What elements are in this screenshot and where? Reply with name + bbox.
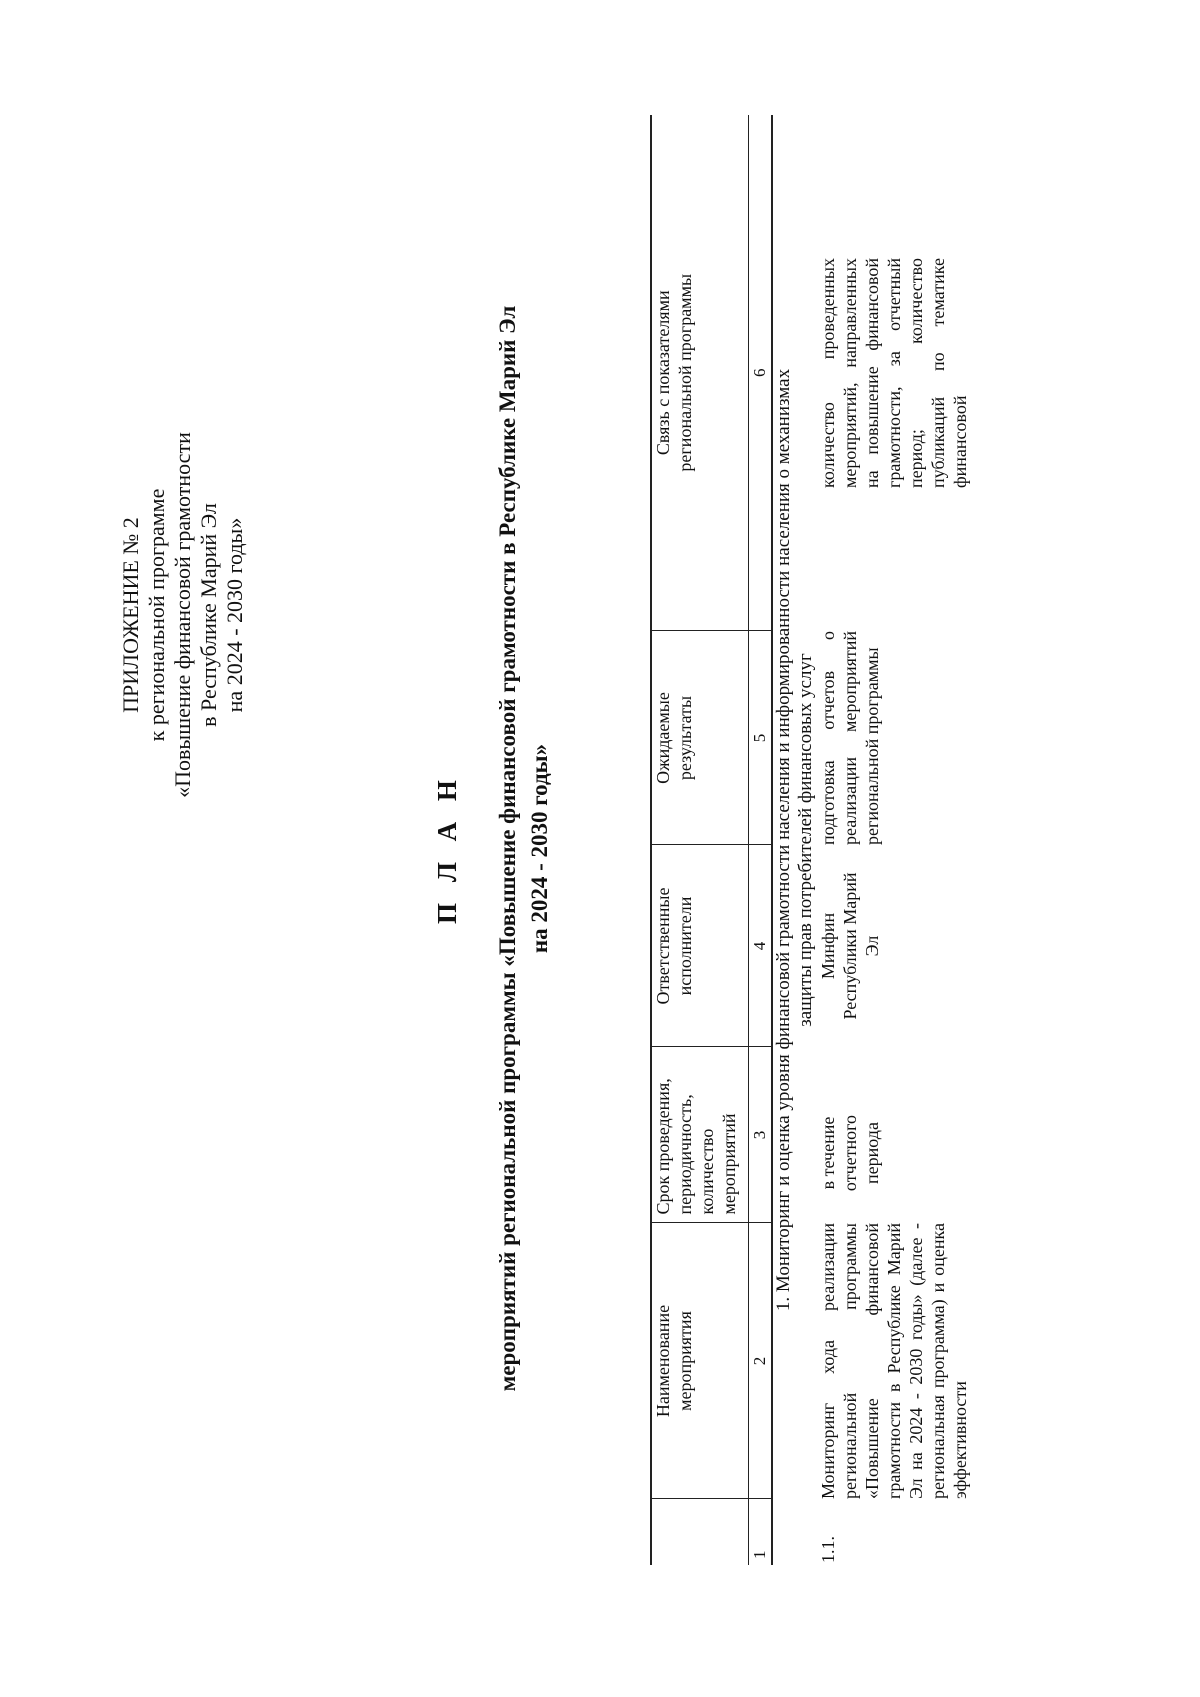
section-heading-line: 1. Мониторинг и оценка уровня финансовой грамотности населения и информированности населения о механизмах bbox=[773, 368, 794, 1312]
section-heading bbox=[772, 115, 817, 1565]
appendix-line: «Повышение финансовой грамотности bbox=[170, 432, 195, 798]
column-number: 4 bbox=[749, 845, 773, 1047]
document-title: П Л А Н bbox=[432, 773, 462, 924]
appendix-line: на 2024 - 2030 годы» bbox=[222, 517, 247, 713]
event-results: подготовка отчетов о реализации мероприятий региональной программы bbox=[818, 631, 882, 845]
appendix-header bbox=[118, 355, 248, 875]
appendix-line: в Республике Марий Эл bbox=[196, 503, 221, 727]
section-heading-line: защиты прав потребителей финансовых услуг bbox=[795, 653, 816, 1027]
subtitle-line: на 2024 - 2030 годы» bbox=[527, 743, 552, 954]
header-cell: Связь с показателями региональной программы bbox=[651, 115, 749, 631]
column-number: 6 bbox=[749, 115, 773, 631]
column-number: 2 bbox=[749, 1223, 773, 1499]
column-number: 3 bbox=[749, 1047, 773, 1223]
table-header-row bbox=[651, 115, 749, 1565]
event-name: Мониторинг хода реализации региональной программы «Повышение финансовой грамотности в Республике Марий Эл на 2024 - 2030 годы» (далее - региональная программа) и оценка эффективности bbox=[818, 1223, 970, 1499]
appendix-number: ПРИЛОЖЕНИЕ № 2 bbox=[118, 517, 143, 713]
row-number: 1.1. bbox=[818, 1536, 838, 1563]
header-cell: Срок проведения, периодичность, количество мероприятий bbox=[651, 1047, 749, 1223]
header-cell: Наименование мероприятия bbox=[651, 1223, 749, 1499]
document-subtitle bbox=[492, 0, 556, 1697]
table-row bbox=[817, 115, 971, 1565]
section-heading-row bbox=[772, 115, 817, 1565]
event-term: в течение отчетного периода bbox=[818, 1114, 882, 1192]
header-cell bbox=[651, 1499, 749, 1565]
appendix-line: к региональной программе bbox=[144, 488, 169, 742]
plan-table bbox=[650, 115, 971, 1565]
event-indicators: количество проведенных мероприятий, направленных на повышение финансовой грамотности, за отчетный период; количество публикаций по тематике финансовой bbox=[818, 258, 970, 488]
subtitle-line: мероприятий региональной программы «Повышение финансовой грамотности в Республике Марий Эл bbox=[495, 305, 520, 1392]
event-executors: Минфин Республики Марий Эл bbox=[818, 872, 882, 1020]
header-cell: Ожидаемые результаты bbox=[651, 631, 749, 845]
column-number-row bbox=[749, 115, 773, 1565]
header-cell: Ответственные исполнители bbox=[651, 845, 749, 1047]
column-number: 5 bbox=[749, 631, 773, 845]
column-number: 1 bbox=[749, 1499, 773, 1565]
